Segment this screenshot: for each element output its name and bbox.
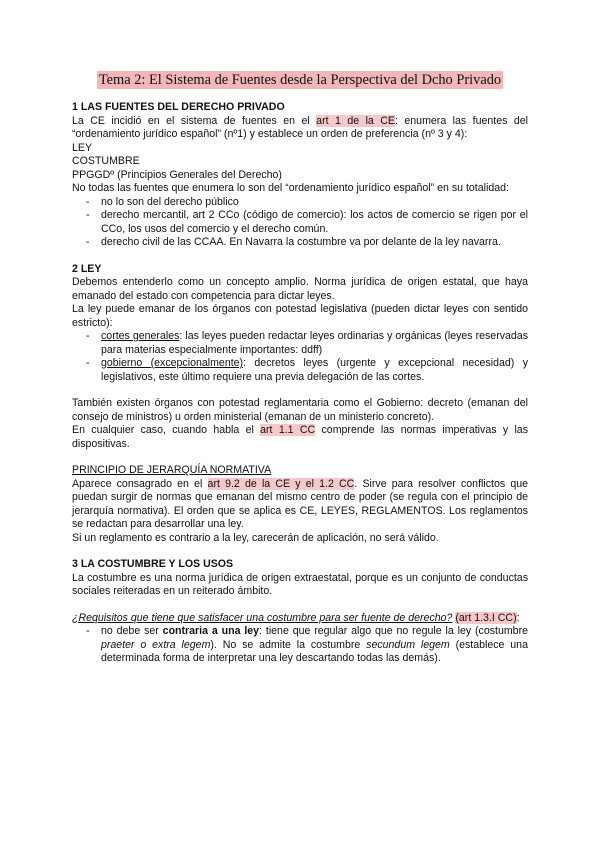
list-item: - cortes generales: las leyes pueden redactar leyes ordinarias y orgánicas (leyes reservadas para materias especialmente importantes: ddff): [72, 330, 528, 357]
highlight-art-1-ce: art 1 de la CE: [316, 114, 395, 127]
section-2-paragraph-3: También existen órganos con potestad reglamentaria como el Gobierno: decreto (emanan del consejo de ministros) u orden ministerial (emanan de un ministerio concreto).: [72, 397, 528, 423]
list-item: - no debe ser contraria a una ley: tiene que regular algo que no regule la ley (costumbre praeter o extra legem). No se admite la costumbre secundum legem (establece una determinada forma de interpretar una ley descartando todas las demás).: [72, 625, 528, 666]
list-item: - gobierno (excepcionalmente): decretos leyes (urgente y excepcional necesidad) y legislativos, este último requiere una previa delegación de las cortes.: [72, 357, 528, 384]
requisitos-question: ¿Requisitos que tiene que satisfacer una costumbre para ser fuente de derecho? (art 1.3.I CC):: [72, 611, 520, 624]
section-2-paragraph-2: La ley puede emanar de los órganos con potestad legislativa (pueden dictar leyes con sentido estricto):: [72, 303, 528, 329]
section-2-list: [72, 330, 528, 384]
highlight-art-1-3-cc: (art 1.3.I CC): [455, 611, 517, 624]
list-item: - no lo son del derecho público: [72, 196, 528, 210]
list-item: - derecho mercantil, art 2 CCo (código de comercio): los actos de comercio se rigen por el CCo, los usos del comercio y el derecho común.: [72, 209, 528, 236]
highlight-art-1-1-cc: art 1.1 CC: [260, 424, 316, 436]
section-1-paragraph-1: La CE incidió en el sistema de fuentes en el art 1 de la CE: enumera las fuentes del “ordenamiento jurídico español” (nº1) y establece un orden de preferencia (nº 3 y 4):: [72, 114, 528, 140]
section-3-list: [72, 625, 528, 666]
section-1-paragraph-2: No todas las fuentes que enumera lo son del “ordenamiento jurídico español” en su totalidad:: [72, 182, 509, 194]
section-3-heading: 3 LA COSTUMBRE Y LOS USOS: [72, 558, 234, 570]
section-2-paragraph-4: En cualquier caso, cuando habla el art 1.1 CC comprende las normas imperativas y las dispositivas.: [72, 424, 529, 450]
title-block: [72, 72, 528, 89]
section-1-list: [72, 196, 528, 250]
section-3-paragraph-1: La costumbre es una norma jurídica de origen extraestatal, porque es un conjunto de conductas sociales reiteradas en un reiterado ámbito.: [72, 571, 528, 597]
section-1-heading: 1 LAS FUENTES DEL DERECHO PRIVADO: [72, 101, 285, 113]
section-2-paragraph-6: Si un reglamento es contrario a la ley, carecerán de aplicación, no será válido.: [72, 531, 439, 544]
subheading-jerarquia: PRINCIPIO DE JERARQUÍA NORMATIVA: [72, 464, 272, 476]
section-2-heading: 2 LEY: [72, 262, 102, 275]
source-ley: LEY: [72, 141, 93, 154]
document-title: Tema 2: El Sistema de Fuentes desde la Perspectiva del Dcho Privado: [98, 72, 502, 88]
section-2-paragraph-5: Aparece consagrado en el art 9.2 de la CE y el 1.2 CC. Sirve para resolver conflictos que puedan surgir de normas que emanan del mismo centro de poder (se regula con el principio de jerarquía normativa). El orden que se aplica es CE, LEYES, REGLAMENTOS. Los reglamentos se redactan para desarrollar una ley.: [72, 477, 529, 530]
source-ppggd: PPGGDº (Principios Generales del Derecho): [72, 168, 282, 181]
section-2-paragraph-1: Debemos entenderlo como un concepto amplio. Norma jurídica de origen estatal, que haya emanado del estado con competencia para dictar leyes.: [72, 276, 528, 302]
highlight-art-9-2: art 9.2 de la CE y el 1.2 CC: [207, 477, 355, 490]
source-costumbre: COSTUMBRE: [72, 155, 140, 167]
list-item: - derecho civil de las CCAA. En Navarra la costumbre va por delante de la ley navarra.: [72, 236, 528, 250]
document-page: [72, 72, 528, 666]
